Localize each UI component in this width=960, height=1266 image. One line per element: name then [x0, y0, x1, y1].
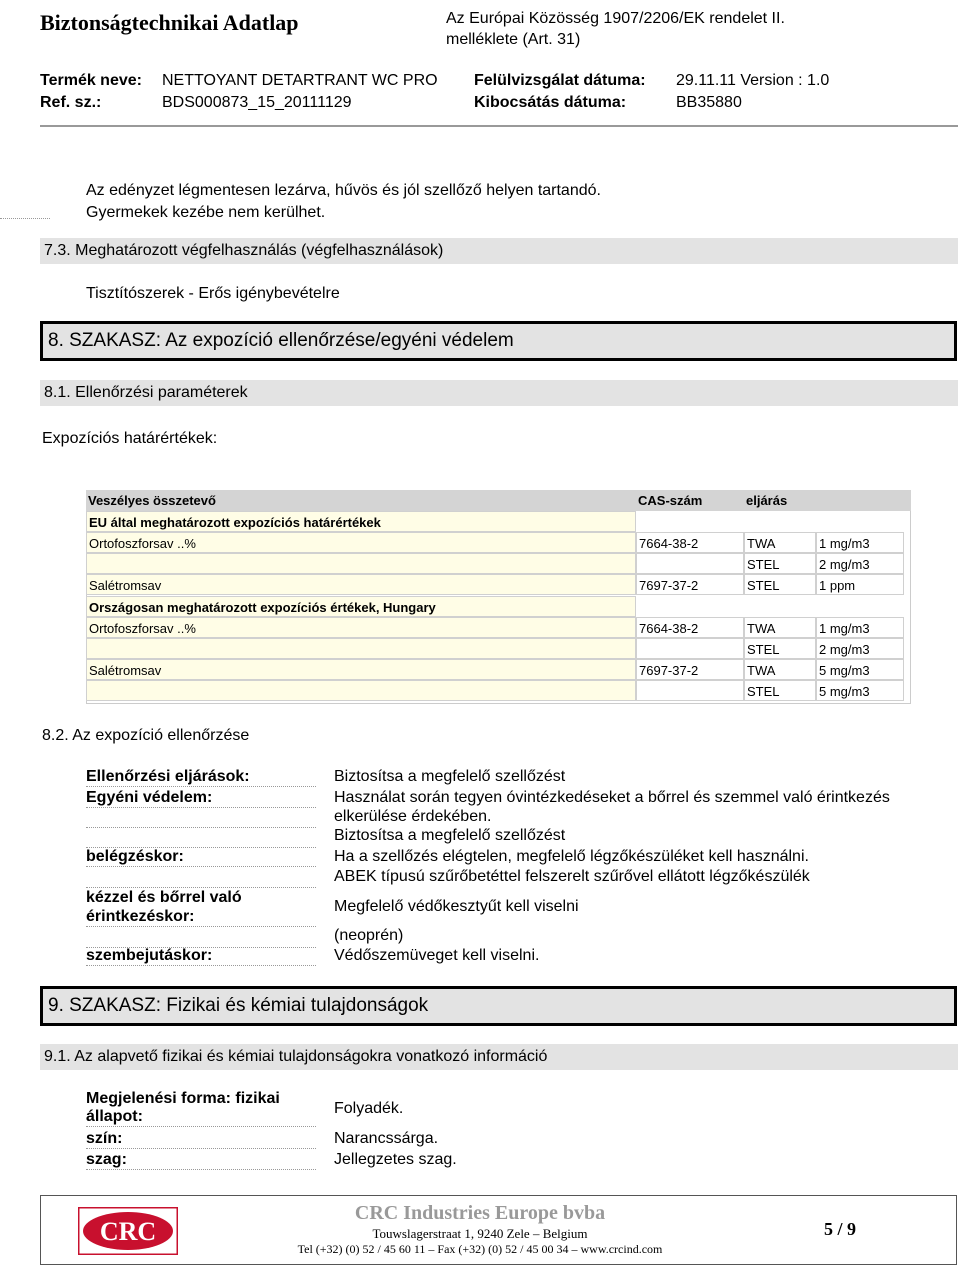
issue-label: Kibocsátás dátuma: [474, 94, 627, 111]
property-label-odor: szag: [86, 1151, 316, 1170]
page-number: 5 / 9 [824, 1219, 857, 1239]
revision-label: Felülvizsgálat dátuma: [474, 72, 646, 89]
component-name [86, 553, 636, 574]
storage-line-2: Gyermekek kezébe nem kerülhet. [86, 204, 326, 221]
header-procedure: eljárás [746, 493, 788, 508]
header-divider [40, 125, 958, 127]
section-8-heading: 8. SZAKASZ: Az expozíció ellenőrzése/egyéni védelem [40, 321, 957, 361]
footer-address: Touwslagerstraat 1, 9240 Zele – Belgium [372, 1226, 588, 1241]
control-value-eyes: Védőszemüveget kell viselni. [334, 947, 540, 964]
control-label-spacer [86, 929, 316, 948]
table-row [86, 680, 911, 701]
table-group-row [86, 511, 911, 532]
control-value-inhalation-2: ABEK típusú szűrőbetéttel felszerelt szűrővel ellátott légzőkészülék [334, 868, 810, 885]
control-label-spacer [86, 829, 316, 848]
table-row [86, 532, 911, 553]
revision-value: 29.11.11 Version : 1.0 [676, 72, 830, 89]
limit-value: 5 mg/m3 [816, 659, 904, 680]
section-7-3-heading: 7.3. Meghatározott végfelhasználás (végfelhasználások) [40, 238, 958, 264]
control-label-spacer [86, 869, 316, 888]
cas-number [636, 553, 744, 574]
limits-title: Expozíciós határértékek: [42, 430, 218, 447]
ref-label: Ref. sz.: [40, 94, 102, 111]
component-name: Ortofoszforsav ..% [86, 532, 636, 553]
procedure: TWA [744, 617, 816, 638]
control-value-personal-1: Használat során tegyen óvintézkedéseket a bőrrel és szemmel való érintkezés [334, 789, 890, 806]
table-row [86, 659, 911, 680]
issue-value: BB35880 [676, 94, 742, 111]
cas-number [636, 680, 744, 701]
control-value-skin-2: (neoprén) [334, 927, 404, 944]
logo-text: CRC [99, 1217, 157, 1246]
cas-number: 7664-38-2 [636, 532, 744, 553]
procedure: STEL [744, 680, 816, 701]
control-label-personal: Egyéni védelem: [86, 789, 316, 808]
regulation-reference: Az Európai Közösség 1907/2206/EK rendelet II. melléklete (Art. 31) [446, 10, 785, 48]
product-label: Termék neve: [40, 72, 142, 89]
control-label-procedures: Ellenőrzési eljárások: [86, 768, 316, 787]
component-name [86, 680, 636, 701]
control-value-personal-3: Biztosítsa a megfelelő szellőzést [334, 827, 566, 844]
component-name: Salétromsav [86, 659, 636, 680]
property-value-odor: Jellegzetes szag. [334, 1151, 457, 1168]
section-9-heading: 9. SZAKASZ: Fizikai és kémiai tulajdonságok [40, 986, 957, 1026]
section-7-3-text: Tisztítószerek - Erős igénybevételre [86, 285, 340, 302]
table-group-row [86, 596, 911, 617]
control-label-inhalation: belégzéskor: [86, 848, 316, 867]
control-value-inhalation-1: Ha a szellőzés elégtelen, megfelelő légzőkészüléket kell használni. [334, 848, 809, 865]
limit-value: 5 mg/m3 [816, 680, 904, 701]
procedure: TWA [744, 659, 816, 680]
control-label-skin-1: kézzel és bőrrel való [86, 889, 242, 906]
component-name: Salétromsav [86, 574, 636, 595]
control-value-skin-1: Megfelelő védőkesztyűt kell viselni [334, 898, 579, 915]
limit-value: 2 mg/m3 [816, 638, 904, 659]
cas-number: 7664-38-2 [636, 617, 744, 638]
control-label-skin-2: érintkezéskor: [86, 908, 195, 925]
table-row [86, 574, 911, 595]
limit-value: 1 ppm [816, 574, 904, 595]
component-name: Ortofoszforsav ..% [86, 617, 636, 638]
limit-value: 1 mg/m3 [816, 617, 904, 638]
property-value-color: Narancssárga. [334, 1130, 439, 1147]
control-label-spacer [86, 809, 316, 828]
limit-value: 2 mg/m3 [816, 553, 904, 574]
control-value-personal-2: elkerülése érdekében. [334, 808, 492, 825]
table-row [86, 553, 911, 574]
limit-value: 1 mg/m3 [816, 532, 904, 553]
procedure: STEL [744, 574, 816, 595]
group-eu-label: EU által meghatározott expozíciós határértékek [86, 511, 636, 532]
property-label-form-1: Megjelenési forma: fizikai [86, 1090, 280, 1107]
section-8-1-heading: 8.1. Ellenőrzési paraméterek [40, 380, 958, 406]
product-value: NETTOYANT DETARTRANT WC PRO [162, 72, 438, 89]
property-label-form-2: állapot: [86, 1108, 143, 1125]
ref-value: BDS000873_15_20111129 [162, 94, 352, 111]
table-row [86, 638, 911, 659]
component-name [86, 638, 636, 659]
table-row [86, 617, 911, 638]
property-value-form: Folyadék. [334, 1100, 404, 1117]
section-9-1-heading: 9.1. Az alapvető fizikai és kémiai tulajdonságokra vonatkozó információ [40, 1044, 958, 1070]
table-header-row [86, 490, 911, 511]
header-cas: CAS-szám [638, 493, 703, 508]
cas-number [636, 638, 744, 659]
header-component: Veszélyes összetevő [88, 493, 216, 508]
crc-logo [78, 1207, 178, 1255]
footer-contact: Tel (+32) (0) 52 / 45 60 11 – Fax (+32) (0) 52 / 45 00 34 – www.crcind.com [297, 1242, 663, 1256]
footer-company: CRC Industries Europe bvba [354, 1202, 606, 1224]
cas-number: 7697-37-2 [636, 659, 744, 680]
cas-number: 7697-37-2 [636, 574, 744, 595]
control-label-skin [86, 888, 316, 927]
storage-line-1: Az edényzet légmentesen lezárva, hűvös és jól szellőző helyen tartandó. [86, 182, 601, 199]
control-label-eyes: szembejutáskor: [86, 947, 316, 966]
property-label-color: szín: [86, 1130, 316, 1149]
procedure: STEL [744, 638, 816, 659]
property-label-form [86, 1090, 316, 1127]
group-national-label: Országosan meghatározott expozíciós értékek, Hungary [86, 596, 636, 617]
section-8-2-heading: 8.2. Az expozíció ellenőrzése [42, 727, 250, 744]
control-value-procedures: Biztosítsa a megfelelő szellőzést [334, 768, 566, 785]
procedure: STEL [744, 553, 816, 574]
margin-dots [0, 218, 50, 219]
procedure: TWA [744, 532, 816, 553]
document-title: Biztonságtechnikai Adatlap [40, 10, 299, 35]
